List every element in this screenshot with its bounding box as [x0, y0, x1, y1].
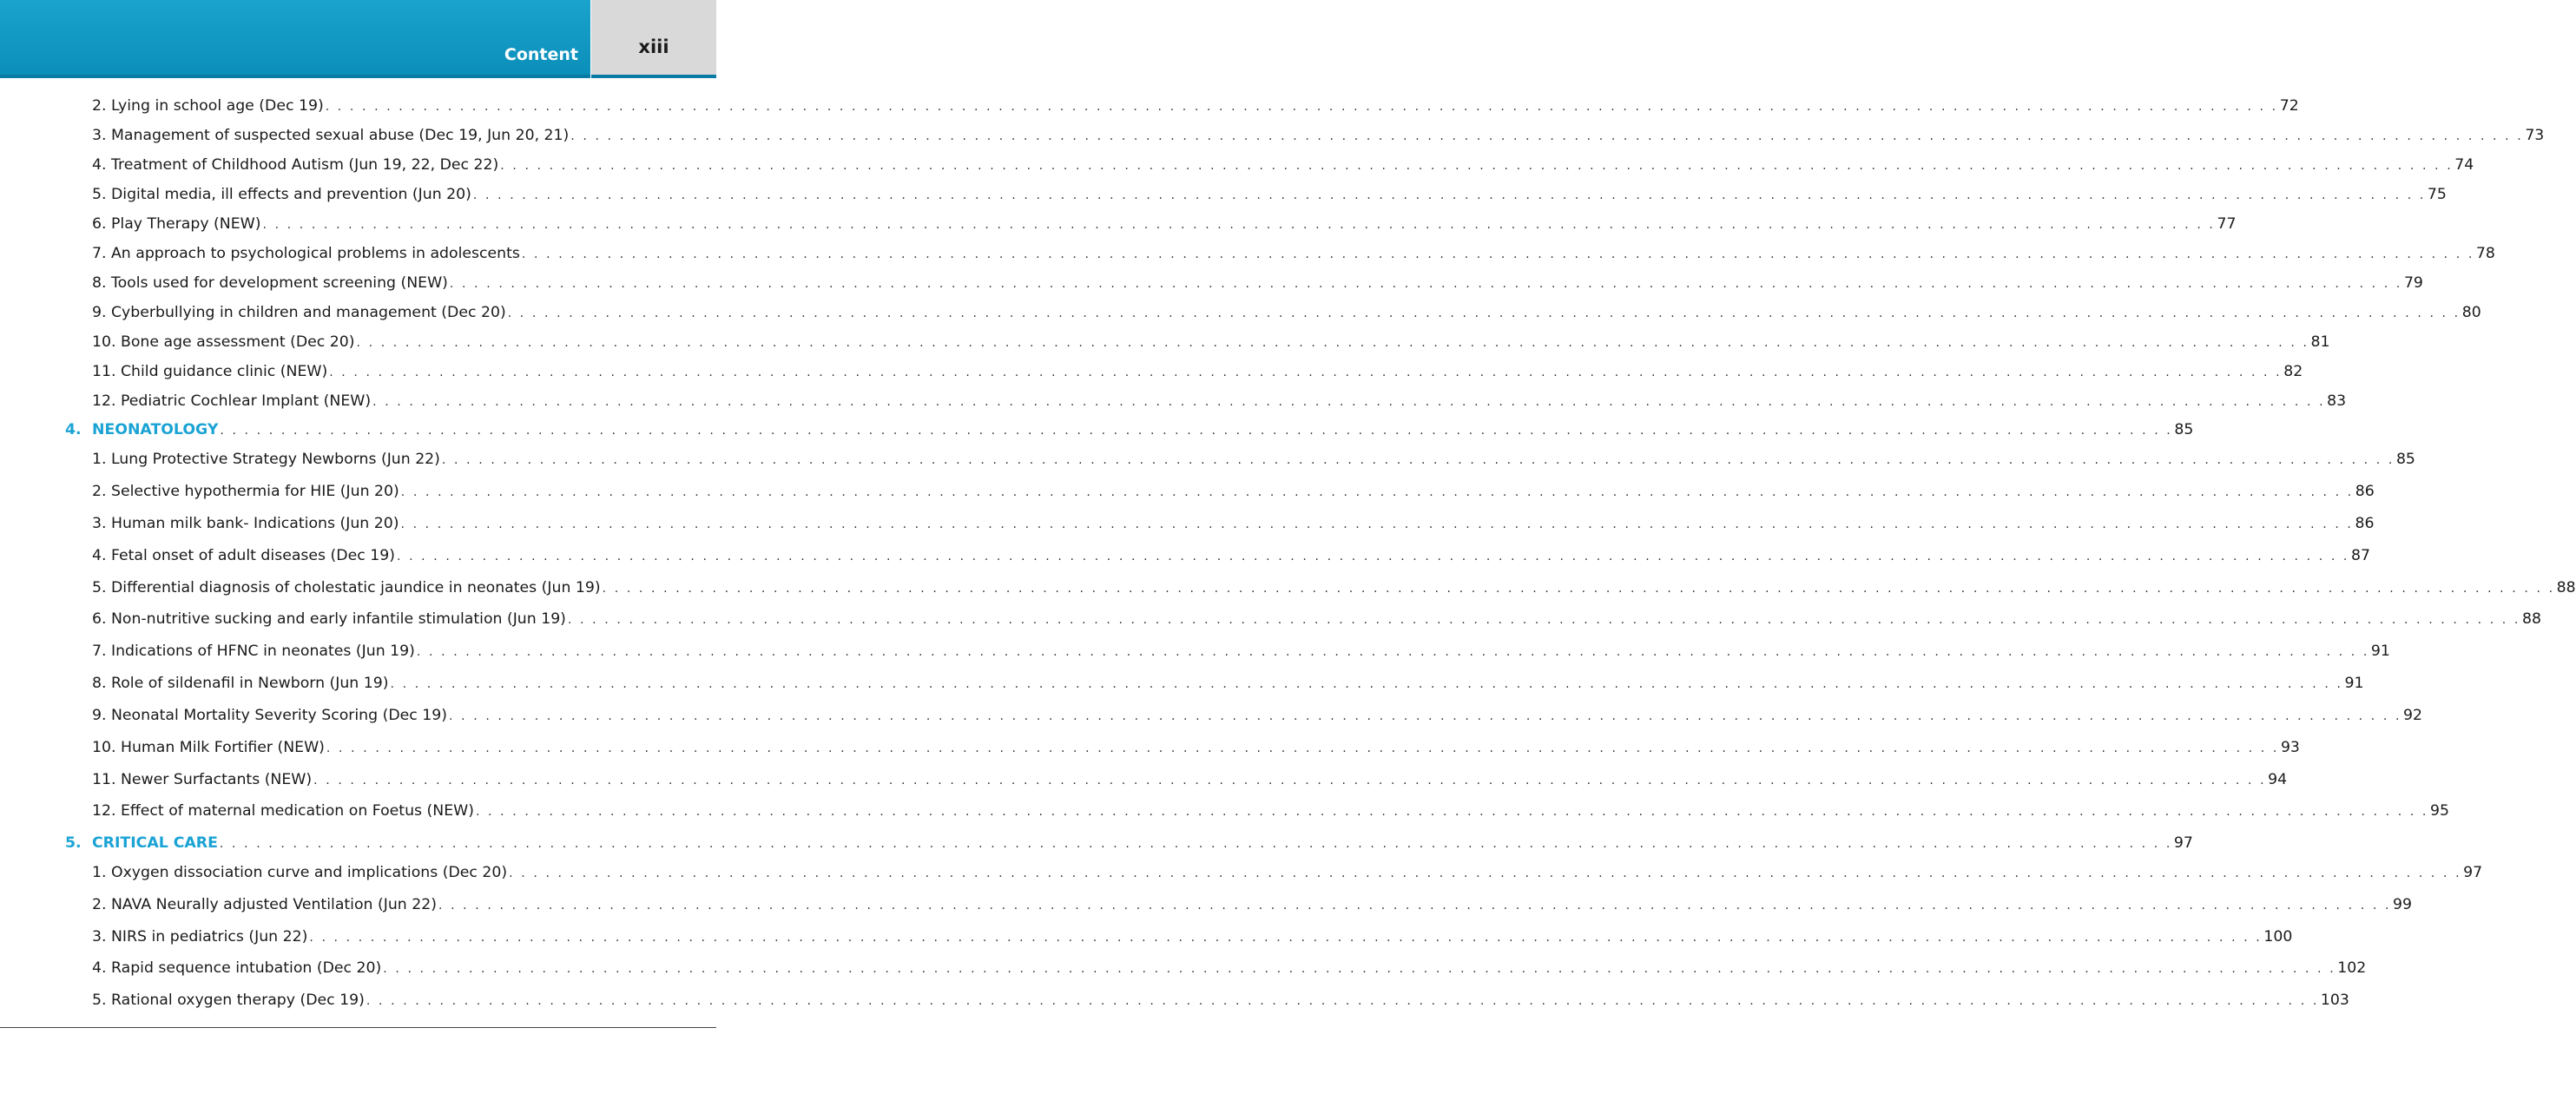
header-banner [0, 0, 590, 78]
toc-entry-title: 2. Selective hypothermia for HIE (Jun 20) [92, 483, 399, 500]
dot-leader: . . . . . . . . . . . . . . . . . . . . . . . . . . . . . . . . . . . . . . . . . . . . . . . . . . . . . . . . . . . . . . . . . . . . . . . . . . . . . . . . . . . . . . . . . . . . . . . . . . . . . . . . . . . . . . . . . . . . . . . . . . . . . . . . . . . . . . . . . . . . . . . . . . . . . . . . . . . . . . . . [416, 645, 2369, 659]
toc-page-number: 91 [2344, 675, 2364, 692]
toc-entry-title: 4. Fetal onset of adult diseases (Dec 19) [92, 547, 395, 564]
toc-entry-title: 9. Neonatal Mortality Severity Scoring (Dec 19) [92, 707, 448, 724]
dot-leader: . . . . . . . . . . . . . . . . . . . . . . . . . . . . . . . . . . . . . . . . . . . . . . . . . . . . . . . . . . . . . . . . . . . . . . . . . . . . . . . . . . . . . . . . . . . . . . . . . . . . . . . . . . . . . . . . . . . . . . . . . . . . . . . . . . . . . . . . . . . . . . . . . . . . . . . . . . . . . . . . [521, 247, 2474, 261]
toc-entry-title: 5. Rational oxygen therapy (Dec 19) [92, 992, 365, 1009]
toc-entry-title: 2. NAVA Neurally adjusted Ventilation (Jun 22) [92, 896, 437, 913]
toc-page-number: 94 [2268, 771, 2288, 788]
footer-divider [0, 1027, 716, 1028]
toc-entry [92, 577, 2576, 598]
toc-entry-title: 3. NIRS in pediatrics (Jun 22) [92, 928, 308, 946]
dot-leader: . . . . . . . . . . . . . . . . . . . . . . . . . . . . . . . . . . . . . . . . . . . . . . . . . . . . . . . . . . . . . . . . . . . . . . . . . . . . . . . . . . . . . . . . . . . . . . . . . . . . . . . . . . . . . . . . . . . . . . . . . . . . . . . . . . . . . . . . . . . . . . . . . . . . . . . . . . . . . . . . [567, 613, 2520, 627]
toc-entry-title: 7. Indications of HFNC in neonates (Jun 19) [92, 642, 415, 660]
toc-page-number: 79 [2403, 274, 2423, 292]
dot-leader: . . . . . . . . . . . . . . . . . . . . . . . . . . . . . . . . . . . . . . . . . . . . . . . . . . . . . . . . . . . . . . . . . . . . . . . . . . . . . . . . . . . . . . . . . . . . . . . . . . . . . . . . . . . . . . . . . . . . . . . . . . . . . . . . . . . . . . . . . . . . . . . . . . . . . . . . . . . . . . . . [356, 336, 2309, 350]
toc-entry [92, 273, 2423, 293]
toc-entry [92, 862, 2483, 883]
dot-leader: . . . . . . . . . . . . . . . . . . . . . . . . . . . . . . . . . . . . . . . . . . . . . . . . . . . . . . . . . . . . . . . . . . . . . . . . . . . . . . . . . . . . . . . . . . . . . . . . . . . . . . . . . . . . . . . . . . . . . . . . . . . . . . . . . . . . . . . . . . . . . . . . . . . . . . . . . . . . . . . . [329, 366, 2283, 379]
dot-leader: . . . . . . . . . . . . . . . . . . . . . . . . . . . . . . . . . . . . . . . . . . . . . . . . . . . . . . . . . . . . . . . . . . . . . . . . . . . . . . . . . . . . . . . . . . . . . . . . . . . . . . . . . . . . . . . . . . . . . . . . . . . . . . . . . . . . . . . . . . . . . . . . . . . . . . . . . . . . . . . . [309, 931, 2263, 945]
toc-entry-title: 11. Newer Surfactants (NEW) [92, 771, 313, 788]
toc-entry [92, 926, 2293, 947]
dot-leader: . . . . . . . . . . . . . . . . . . . . . . . . . . . . . . . . . . . . . . . . . . . . . . . . . . . . . . . . . . . . . . . . . . . . . . . . . . . . . . . . . . . . . . . . . . . . . . . . . . . . . . . . . . . . . . . . . . . . . . . . . . . . . . . . . . . . . . . . . . . . . . . . . . . . . . . . . . . . . . . . [396, 550, 2349, 563]
toc-page-number: 72 [2279, 97, 2299, 115]
toc-entry-title: 5. Digital media, ill effects and prevention (Jun 20) [92, 186, 471, 203]
toc-entry [92, 673, 2364, 694]
dot-leader: . . . . . . . . . . . . . . . . . . . . . . . . . . . . . . . . . . . . . . . . . . . . . . . . . . . . . . . . . . . . . . . . . . . . . . . . . . . . . . . . . . . . . . . . . . . . . . . . . . . . . . . . . . . . . . . . . . . . . . . . . . . . . . . . . . . . . . . . . . . . . . . . . . . . . . . . . . . . . . . . [400, 517, 2354, 531]
toc-page-number: 88 [2521, 610, 2541, 628]
toc-entry-title: 12. Effect of maternal medication on Foetus (NEW) [92, 802, 474, 820]
toc-page-number: 93 [2280, 739, 2300, 756]
header-title: Content [504, 45, 578, 64]
toc-page-number: 99 [2393, 896, 2412, 913]
toc-entry-title: 8. Tools used for development screening (NEW) [92, 274, 448, 292]
toc-entry [92, 737, 2300, 758]
toc-entry [92, 243, 2495, 264]
toc-chapter-title: CRITICAL CARE [92, 834, 218, 852]
dot-leader: . . . . . . . . . . . . . . . . . . . . . . . . . . . . . . . . . . . . . . . . . . . . . . . . . . . . . . . . . . . . . . . . . . . . . . . . . . . . . . . . . . . . . . . . . . . . . . . . . . . . . . . . . . . . . . . . . . . . . . . . . . . . . . . . . . . . . . . . . . . . . . . . . . . . . . . . . . . . . . . . [313, 774, 2267, 787]
dot-leader: . . . . . . . . . . . . . . . . . . . . . . . . . . . . . . . . . . . . . . . . . . . . . . . . . . . . . . . . . . . . . . . . . . . . . . . . . . . . . . . . . . . . . . . . . . . . . . . . . . . . . . . . . . . . . . . . . . . . . . . . . . . . . . . . . . . . . . . . . . . . . . . . . . . . . . . . . . . . . . . . [325, 100, 2278, 114]
toc-page-number: 81 [2310, 333, 2330, 351]
toc-entry-title: 8. Role of sildenafil in Newborn (Jun 19) [92, 675, 389, 692]
toc-page-number: 83 [2327, 392, 2347, 410]
dot-leader: . . . . . . . . . . . . . . . . . . . . . . . . . . . . . . . . . . . . . . . . . . . . . . . . . . . . . . . . . . . . . . . . . . . . . . . . . . . . . . . . . . . . . . . . . . . . . . . . . . . . . . . . . . . . . . . . . . . . . . . . . . . . . . . . . . . . . . . . . . . . . . . . . . . . . . . . . . . . . . . . [219, 837, 2172, 851]
toc-page-number: 97 [2173, 834, 2193, 852]
dot-leader: . . . . . . . . . . . . . . . . . . . . . . . . . . . . . . . . . . . . . . . . . . . . . . . . . . . . . . . . . . . . . . . . . . . . . . . . . . . . . . . . . . . . . . . . . . . . . . . . . . . . . . . . . . . . . . . . . . . . . . . . . . . . . . . . . . . . . . . . . . . . . . . . . . . . . . . . . . . . . . . . [472, 188, 2426, 202]
page-number-box [591, 0, 716, 78]
toc-page-number: 87 [2350, 547, 2370, 564]
toc-page-number: 85 [2395, 451, 2415, 468]
toc-entry [92, 302, 2481, 323]
toc-page-number: 85 [2174, 421, 2194, 438]
toc-chapter-entry [65, 833, 2193, 853]
dot-leader: . . . . . . . . . . . . . . . . . . . . . . . . . . . . . . . . . . . . . . . . . . . . . . . . . . . . . . . . . . . . . . . . . . . . . . . . . . . . . . . . . . . . . . . . . . . . . . . . . . . . . . . . . . . . . . . . . . . . . . . . . . . . . . . . . . . . . . . . . . . . . . . . . . . . . . . . . . . . . . . . [438, 899, 2391, 913]
toc-entry [92, 513, 2375, 534]
toc-entry-title: 9. Cyberbullying in children and management (Dec 20) [92, 304, 506, 321]
dot-leader: . . . . . . . . . . . . . . . . . . . . . . . . . . . . . . . . . . . . . . . . . . . . . . . . . . . . . . . . . . . . . . . . . . . . . . . . . . . . . . . . . . . . . . . . . . . . . . . . . . . . . . . . . . . . . . . . . . . . . . . . . . . . . . . . . . . . . . . . . . . . . . . . . . . . . . . . . . . . . . . . [372, 395, 2326, 409]
toc-entry [92, 609, 2541, 629]
toc-entry [92, 801, 2449, 821]
toc-entry [92, 214, 2237, 234]
toc-chapter-number: 5. [65, 834, 82, 852]
dot-leader: . . . . . . . . . . . . . . . . . . . . . . . . . . . . . . . . . . . . . . . . . . . . . . . . . . . . . . . . . . . . . . . . . . . . . . . . . . . . . . . . . . . . . . . . . . . . . . . . . . . . . . . . . . . . . . . . . . . . . . . . . . . . . . . . . . . . . . . . . . . . . . . . . . . . . . . . . . . . . . . . [441, 453, 2395, 467]
toc-page-number: 103 [2320, 992, 2349, 1009]
toc-entry-title: 6. Play Therapy (NEW) [92, 215, 261, 233]
toc-page-number: 78 [2475, 245, 2495, 262]
dot-leader: . . . . . . . . . . . . . . . . . . . . . . . . . . . . . . . . . . . . . . . . . . . . . . . . . . . . . . . . . . . . . . . . . . . . . . . . . . . . . . . . . . . . . . . . . . . . . . . . . . . . . . . . . . . . . . . . . . . . . . . . . . . . . . . . . . . . . . . . . . . . . . . . . . . . . . . . . . . . . . . . [475, 805, 2428, 819]
toc-page-number: 74 [2454, 156, 2474, 174]
dot-leader: . . . . . . . . . . . . . . . . . . . . . . . . . . . . . . . . . . . . . . . . . . . . . . . . . . . . . . . . . . . . . . . . . . . . . . . . . . . . . . . . . . . . . . . . . . . . . . . . . . . . . . . . . . . . . . . . . . . . . . . . . . . . . . . . . . . . . . . . . . . . . . . . . . . . . . . . . . . . . . . . [449, 277, 2402, 291]
toc-page-number: 73 [2525, 127, 2545, 144]
toc-entry [92, 155, 2474, 175]
toc-page-number: 91 [2370, 642, 2390, 660]
toc-entry-title: 2. Lying in school age (Dec 19) [92, 97, 324, 115]
dot-leader: . . . . . . . . . . . . . . . . . . . . . . . . . . . . . . . . . . . . . . . . . . . . . . . . . . . . . . . . . . . . . . . . . . . . . . . . . . . . . . . . . . . . . . . . . . . . . . . . . . . . . . . . . . . . . . . . . . . . . . . . . . . . . . . . . . . . . . . . . . . . . . . . . . . . . . . . . . . . . . . . [400, 485, 2354, 499]
toc-entry-title: 5. Differential diagnosis of cholestatic jaundice in neonates (Jun 19) [92, 579, 601, 596]
toc-entry-title: 7. An approach to psychological problems in adolescents [92, 245, 520, 262]
toc-chapter-title: NEONATOLOGY [92, 421, 219, 438]
dot-leader: . . . . . . . . . . . . . . . . . . . . . . . . . . . . . . . . . . . . . . . . . . . . . . . . . . . . . . . . . . . . . . . . . . . . . . . . . . . . . . . . . . . . . . . . . . . . . . . . . . . . . . . . . . . . . . . . . . . . . . . . . . . . . . . . . . . . . . . . . . . . . . . . . . . . . . . . . . . . . . . . [366, 994, 2319, 1008]
toc-entry-title: 4. Rapid sequence intubation (Dec 20) [92, 959, 382, 977]
dot-leader: . . . . . . . . . . . . . . . . . . . . . . . . . . . . . . . . . . . . . . . . . . . . . . . . . . . . . . . . . . . . . . . . . . . . . . . . . . . . . . . . . . . . . . . . . . . . . . . . . . . . . . . . . . . . . . . . . . . . . . . . . . . . . . . . . . . . . . . . . . . . . . . . . . . . . . . . . . . . . . . . [570, 129, 2524, 143]
toc-entry-title: 4. Treatment of Childhood Autism (Jun 19, 22, Dec 22) [92, 156, 499, 174]
dot-leader: . . . . . . . . . . . . . . . . . . . . . . . . . . . . . . . . . . . . . . . . . . . . . . . . . . . . . . . . . . . . . . . . . . . . . . . . . . . . . . . . . . . . . . . . . . . . . . . . . . . . . . . . . . . . . . . . . . . . . . . . . . . . . . . . . . . . . . . . . . . . . . . . . . . . . . . . . . . . . . . . [449, 709, 2402, 723]
dot-leader: . . . . . . . . . . . . . . . . . . . . . . . . . . . . . . . . . . . . . . . . . . . . . . . . . . . . . . . . . . . . . . . . . . . . . . . . . . . . . . . . . . . . . . . . . . . . . . . . . . . . . . . . . . . . . . . . . . . . . . . . . . . . . . . . . . . . . . . . . . . . . . . . . . . . . . . . . . . . . . . . [220, 424, 2173, 438]
toc-entry-title: 3. Human milk bank- Indications (Jun 20) [92, 515, 399, 532]
toc-entry [92, 481, 2375, 502]
toc-entry [92, 705, 2423, 726]
dot-leader: . . . . . . . . . . . . . . . . . . . . . . . . . . . . . . . . . . . . . . . . . . . . . . . . . . . . . . . . . . . . . . . . . . . . . . . . . . . . . . . . . . . . . . . . . . . . . . . . . . . . . . . . . . . . . . . . . . . . . . . . . . . . . . . . . . . . . . . . . . . . . . . . . . . . . . . . . . . . . . . . [507, 306, 2461, 320]
toc-entry [92, 96, 2299, 116]
toc-entry [92, 332, 2330, 353]
toc-entry [92, 894, 2412, 915]
toc-entry [92, 545, 2370, 566]
dot-leader: . . . . . . . . . . . . . . . . . . . . . . . . . . . . . . . . . . . . . . . . . . . . . . . . . . . . . . . . . . . . . . . . . . . . . . . . . . . . . . . . . . . . . . . . . . . . . . . . . . . . . . . . . . . . . . . . . . . . . . . . . . . . . . . . . . . . . . . . . . . . . . . . . . . . . . . . . . . . . . . . [262, 218, 2216, 232]
dot-leader: . . . . . . . . . . . . . . . . . . . . . . . . . . . . . . . . . . . . . . . . . . . . . . . . . . . . . . . . . . . . . . . . . . . . . . . . . . . . . . . . . . . . . . . . . . . . . . . . . . . . . . . . . . . . . . . . . . . . . . . . . . . . . . . . . . . . . . . . . . . . . . . . . . . . . . . . . . . . . . . . [500, 159, 2454, 173]
toc-page-number: 82 [2283, 363, 2303, 380]
toc-entry [92, 361, 2303, 382]
toc-chapter-number: 4. [65, 421, 82, 438]
toc-page-number: 86 [2355, 515, 2375, 532]
toc-page-number: 75 [2427, 186, 2447, 203]
toc-page-number: 102 [2337, 959, 2367, 977]
toc-entry-title: 1. Oxygen dissociation curve and implications (Dec 20) [92, 864, 508, 881]
toc-page-number: 95 [2429, 802, 2449, 820]
toc-entry [92, 125, 2545, 146]
toc-entry-title: 12. Pediatric Cochlear Implant (NEW) [92, 392, 372, 410]
page-number: xiii [638, 36, 669, 57]
toc-entry-title: 10. Human Milk Fortifier (NEW) [92, 739, 325, 756]
toc-entry [92, 769, 2288, 790]
toc-page-number: 100 [2263, 928, 2293, 946]
dot-leader: . . . . . . . . . . . . . . . . . . . . . . . . . . . . . . . . . . . . . . . . . . . . . . . . . . . . . . . . . . . . . . . . . . . . . . . . . . . . . . . . . . . . . . . . . . . . . . . . . . . . . . . . . . . . . . . . . . . . . . . . . . . . . . . . . . . . . . . . . . . . . . . . . . . . . . . . . . . . . . . . [602, 582, 2555, 596]
toc-page-number: 92 [2403, 707, 2423, 724]
toc-page-number: 77 [2217, 215, 2237, 233]
toc-entry [92, 641, 2390, 662]
toc-page-number: 80 [2461, 304, 2481, 321]
toc-chapter-entry [65, 419, 2194, 440]
toc-entry-title: 6. Non-nutritive sucking and early infantile stimulation (Jun 19) [92, 610, 566, 628]
dot-leader: . . . . . . . . . . . . . . . . . . . . . . . . . . . . . . . . . . . . . . . . . . . . . . . . . . . . . . . . . . . . . . . . . . . . . . . . . . . . . . . . . . . . . . . . . . . . . . . . . . . . . . . . . . . . . . . . . . . . . . . . . . . . . . . . . . . . . . . . . . . . . . . . . . . . . . . . . . . . . . . . [383, 962, 2336, 976]
toc-page-number: 97 [2463, 864, 2483, 881]
dot-leader: . . . . . . . . . . . . . . . . . . . . . . . . . . . . . . . . . . . . . . . . . . . . . . . . . . . . . . . . . . . . . . . . . . . . . . . . . . . . . . . . . . . . . . . . . . . . . . . . . . . . . . . . . . . . . . . . . . . . . . . . . . . . . . . . . . . . . . . . . . . . . . . . . . . . . . . . . . . . . . . . [390, 677, 2343, 691]
dot-leader: . . . . . . . . . . . . . . . . . . . . . . . . . . . . . . . . . . . . . . . . . . . . . . . . . . . . . . . . . . . . . . . . . . . . . . . . . . . . . . . . . . . . . . . . . . . . . . . . . . . . . . . . . . . . . . . . . . . . . . . . . . . . . . . . . . . . . . . . . . . . . . . . . . . . . . . . . . . . . . . . [326, 741, 2279, 755]
toc-page-number: 88 [2556, 579, 2576, 596]
dot-leader: . . . . . . . . . . . . . . . . . . . . . . . . . . . . . . . . . . . . . . . . . . . . . . . . . . . . . . . . . . . . . . . . . . . . . . . . . . . . . . . . . . . . . . . . . . . . . . . . . . . . . . . . . . . . . . . . . . . . . . . . . . . . . . . . . . . . . . . . . . . . . . . . . . . . . . . . . . . . . . . . [509, 866, 2462, 880]
toc-page-number: 86 [2355, 483, 2375, 500]
toc-entry-title: 1. Lung Protective Strategy Newborns (Jun 22) [92, 451, 440, 468]
toc-entry [92, 449, 2415, 470]
toc-entry [92, 990, 2349, 1011]
toc-entry [92, 184, 2447, 205]
toc-entry [92, 958, 2367, 979]
toc-entry-title: 11. Child guidance clinic (NEW) [92, 363, 328, 380]
toc-entry-title: 3. Management of suspected sexual abuse (Dec 19, Jun 20, 21) [92, 127, 570, 144]
toc-entry-title: 10. Bone age assessment (Dec 20) [92, 333, 355, 351]
toc-entry [92, 391, 2347, 412]
